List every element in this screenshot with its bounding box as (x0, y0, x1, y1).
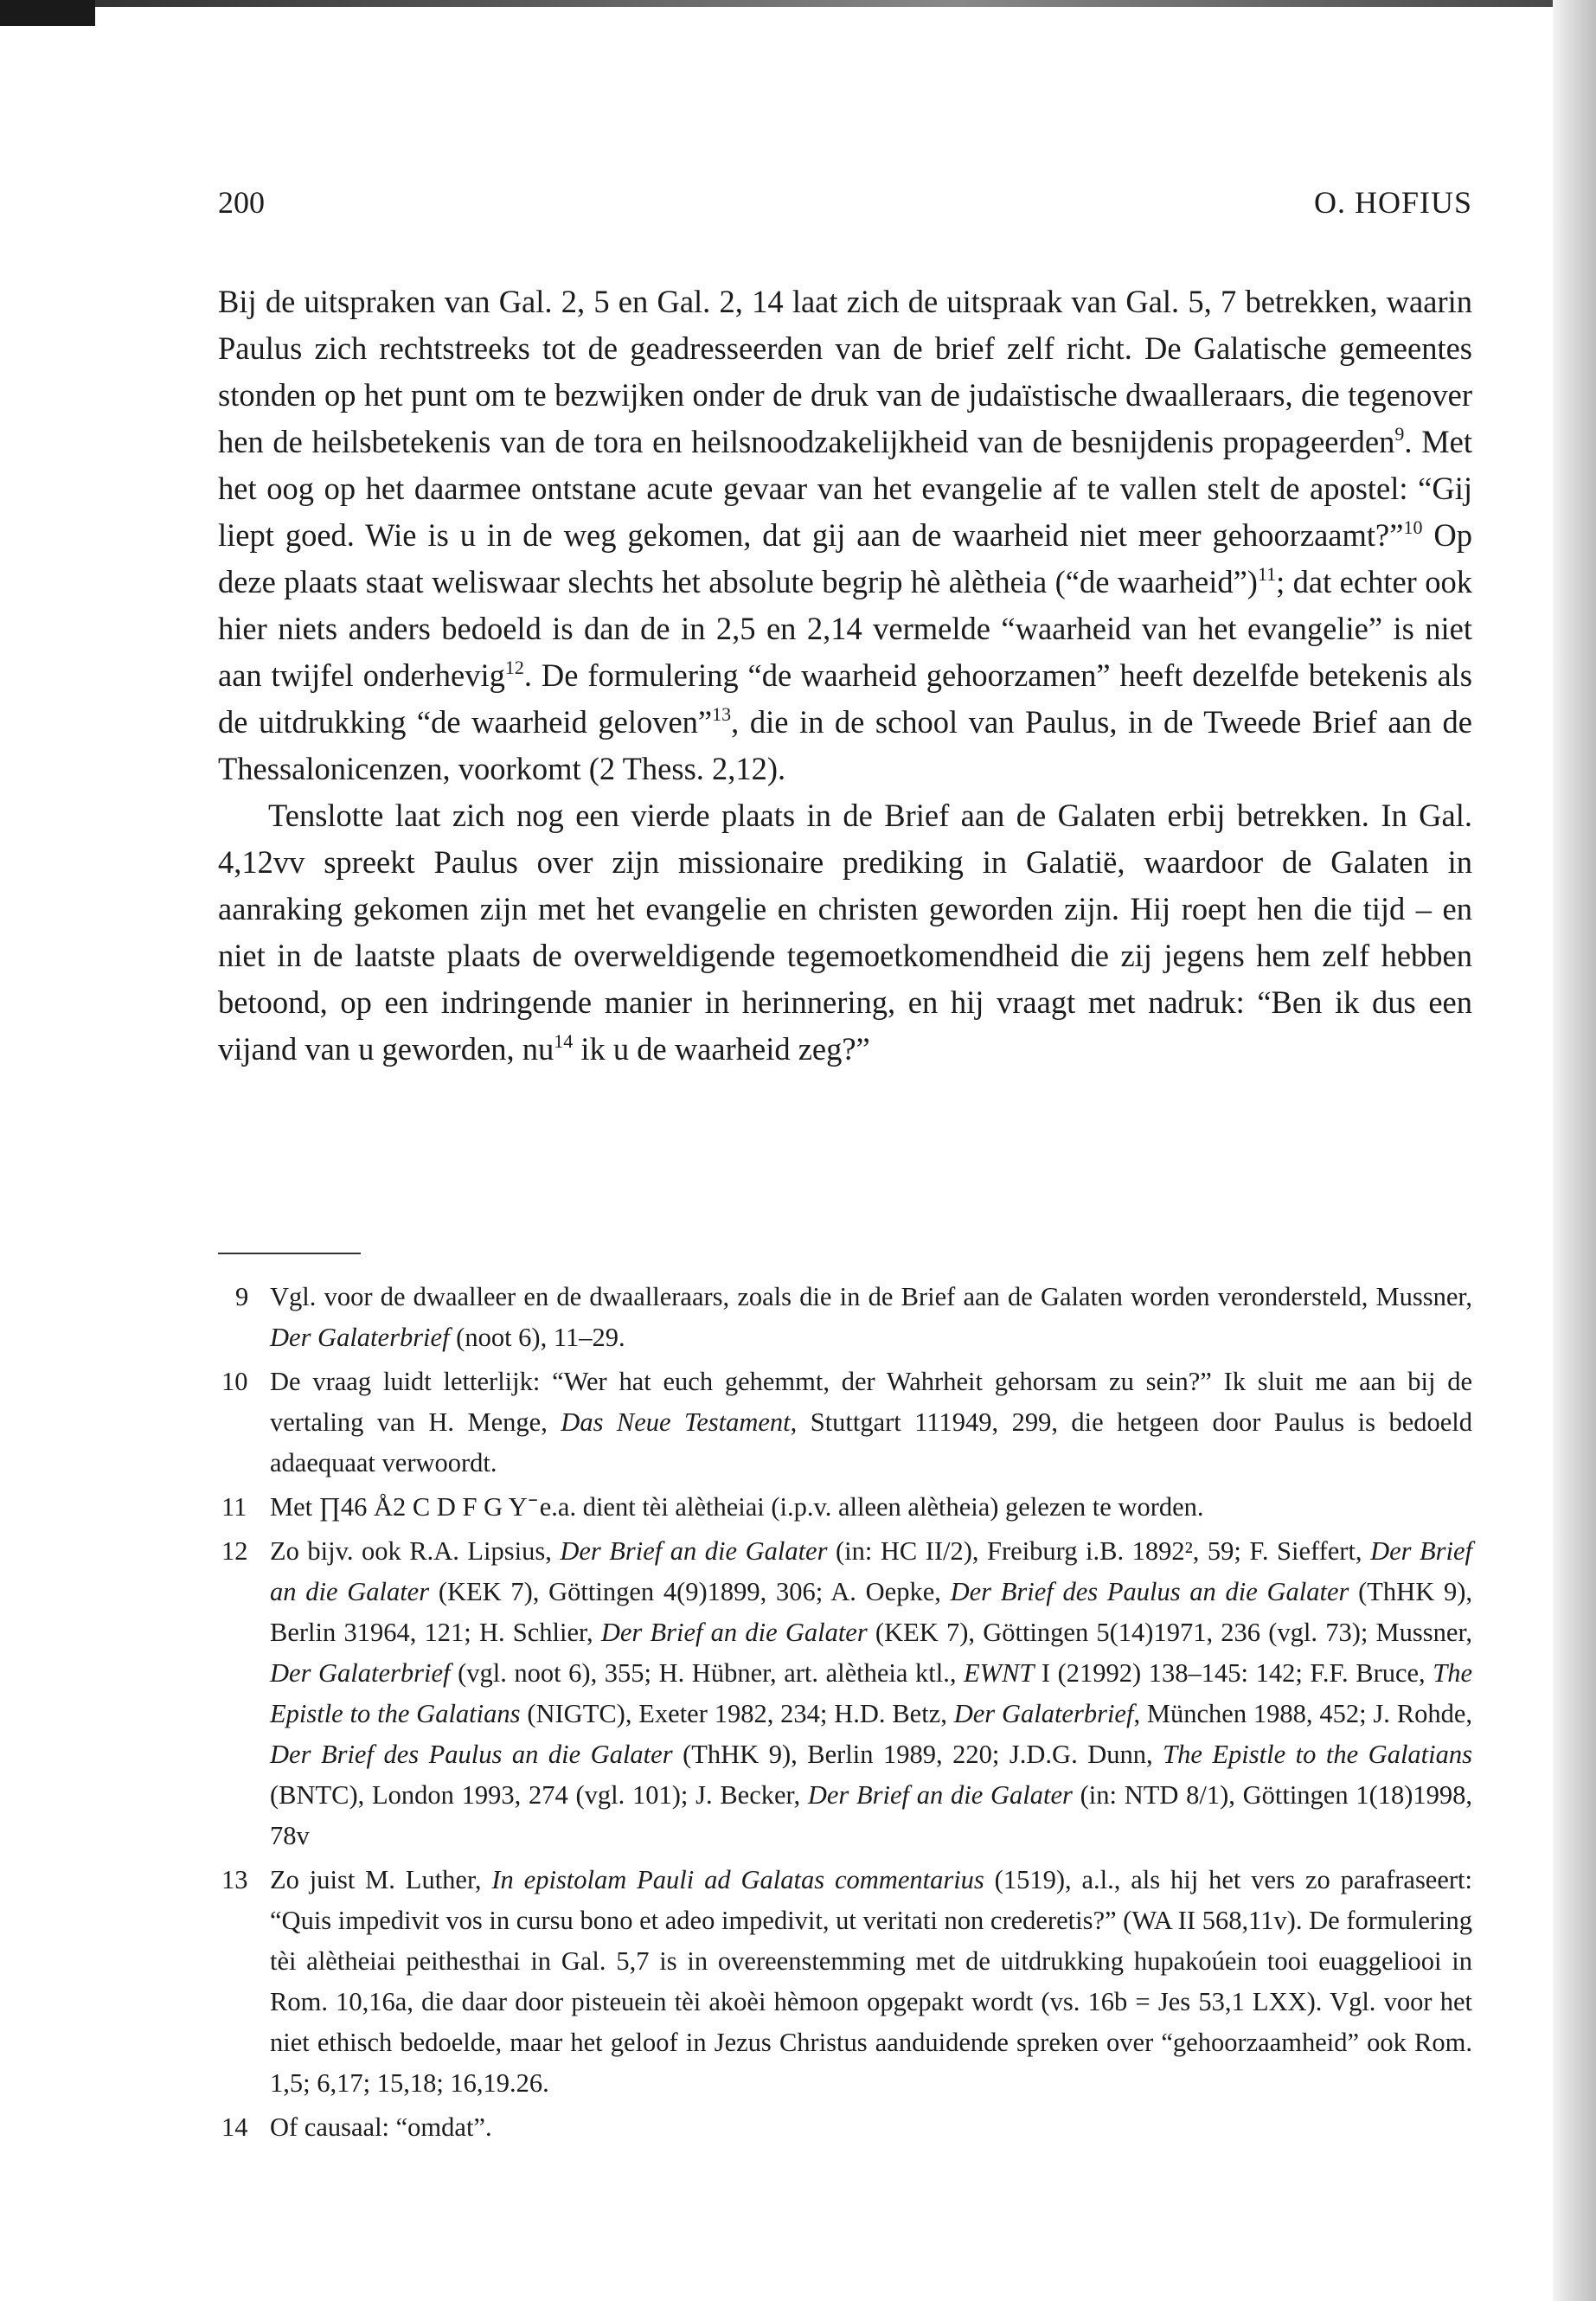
footnote-number: 14 (221, 2112, 248, 2142)
footnote-number: 11 (221, 1492, 247, 1522)
scan-spine-shadow (1553, 0, 1596, 2301)
footnote-number: 13 (221, 1865, 248, 1894)
footnote-11: 11 Met ∏46 Å2 C D F G Y ̄ e.a. dient tèi alètheiai (i.p.v. alleen alètheia) gelezen te worden. (218, 1487, 1472, 1528)
footnote-ref-10: 10 (1403, 516, 1423, 538)
footnote-14: 14 Of causaal: “omdat”. (218, 2107, 1472, 2148)
scan-corner-shadow (0, 0, 95, 26)
footnote-9: 9 Vgl. voor de dwaalleer en de dwaalleraars, zoals die in de Brief aan de Galaten worden verondersteld, Mussner, Der Galaterbrief (noot 6), 11–29. (218, 1277, 1472, 1358)
footnotes (218, 1277, 1472, 2151)
running-head (218, 180, 1472, 225)
footnote-12: 12 Zo bijv. ook R.A. Lipsius, Der Brief an die Galater (in: HC II/2), Freiburg i.B. 1892², 59; F. Sieffert, Der Brief an die Galater (KEK 7), Göttingen 4(9)1899, 306; A. Oepke, Der Brief des Paulus an die Galater (ThHK 9), Berlin 31964, 121; H. Schlier, Der Brief an die Galater (KEK 7), Göttingen 5(14)1971, 236 (vgl. 73); Mussner, Der Galaterbrief (vgl. noot 6), 355; H. Hübner, art. alètheia ktl., EWNT I (21992) 138–145: 142; F.F. Bruce, The Epistle to the Galatians (NIGTC), Exeter 1982, 234; H.D. Betz, Der Galaterbrief, München 1988, 452; J. Rohde, Der Brief des Paulus an die Galater (ThHK 9), Berlin 1989, 220; J.D.G. Dunn, The Epistle to the Galatians (BNTC), London 1993, 274 (vgl. 101); J. Becker, Der Brief an die Galater (in: NTD 8/1), Göttingen 1(18)1998, 78v (218, 1531, 1472, 1856)
footnote-number: 12 (221, 1536, 248, 1566)
paragraph-2: Tenslotte laat zich nog een vierde plaats in de Brief aan de Galaten erbij betrekken. In Gal. 4,12vv spreekt Paulus over zijn missionaire prediking in Galatië, waardoor de Galaten in aanraking gekomen zijn met het evangelie en christen geworden zijn. Hij roept hen die tijd – en niet in de laatste plaats de overweldigende tegemoetkomendheid die zij jegens hem zelf hebben betoond, op een indringende manier in herinnering, en hij vraagt met nadruk: “Ben ik dus een vijand van u geworden, $nu^{14}$ ik u de waarheid zeg?” (218, 798, 1472, 1067)
footnote-separator (218, 1253, 361, 1254)
footnote-13: 13 Zo juist M. Luther, In epistolam Pauli ad Galatas commentarius (1519), a.l., als hij het vers zo parafraseert: “Quis impedivit vos in cursu bono et adeo impedivit, ut veritati non crederetis?” (WA II 568,11v). De formulering tèi alètheiai peithesthai in Gal. 5,7 is in overeenstemming met de uitdrukking hupakoúein tooi euaggeliooi in Rom. 10,16a, die daar door pisteuein tèi akoèi hèmoon opgepakt wordt (vs. 16b = Jes 53,1 LXX). Vgl. voor het niet ethisch bedoelde, maar het geloof in Jezus Christus aanduidende spreken over “gehoorzaamheid” ook Rom. 1,5; 6,17; 15,18; 16,19.26. (218, 1860, 1472, 2104)
paragraph-1: Bij de uitspraken van Gal. 2, 5 en Gal. 2, 14 laat zich de uitspraak van Gal. 5, 7 betrekken, waarin Paulus zich rechtstreeks tot de geadresseerden van de brief zelf richt. De Galatische gemeentes stonden op het punt om te bezwijken onder de druk van de judaïstische dwaalleraars, die tegenover hen de heilsbetekenis van de tora en heilsnoodzakelijkheid van de besnijdenis propageerden$^9$. Met het oog op het daarmee ontstane acute gevaar van het evangelie af te vallen stelt de apostel: “Gij liept goed. Wie is u in de weg gekomen, dat gij aan de waarheid niet meer gehoorzaamt?”$^{10}$ Op deze plaats staat weliswaar slechts het absolute begrip hè alètheia (“de waarheid”)$^{11}$; dat echter ook hier niets anders bedoeld is dan de in 2,5 en 2,14 vermelde “waarheid van het evangelie” is niet aan twijfel onderhevig$^{12}$. De formulering “de waarheid gehoorzamen” heeft dezelfde betekenis als de uitdrukking “de waarheid geloven”$^{13}$, die in de school van Paulus, in de Tweede Brief aan de Thessalonicenzen, voorkomt (2 Thess. 2,12). (218, 284, 1473, 786)
footnote-ref-11: 11 (1257, 563, 1277, 585)
footnote-number: 10 (221, 1367, 248, 1396)
footnote-10: 10 De vraag luidt letterlijk: “Wer hat euch gehemmt, der Wahrheit gehorsam zu sein?” Ik sluit me aan bij de vertaling van H. Menge, Das Neue Testament, Stuttgart 111949, 299, die hetgeen door Paulus is bedoeld adaequaat verwoordt. (218, 1362, 1472, 1484)
main-text (218, 279, 1472, 1073)
footnote-ref-12: 12 (504, 657, 524, 678)
book-page (218, 0, 1472, 2301)
page-number: 200 (218, 185, 265, 220)
running-head-author: O. HOFIUS (1313, 185, 1472, 220)
footnote-ref-14: 14 (554, 1030, 574, 1052)
footnote-number: 9 (235, 1282, 249, 1311)
footnote-ref-13: 13 (712, 703, 732, 725)
footnote-ref-9: 9 (1394, 423, 1405, 445)
